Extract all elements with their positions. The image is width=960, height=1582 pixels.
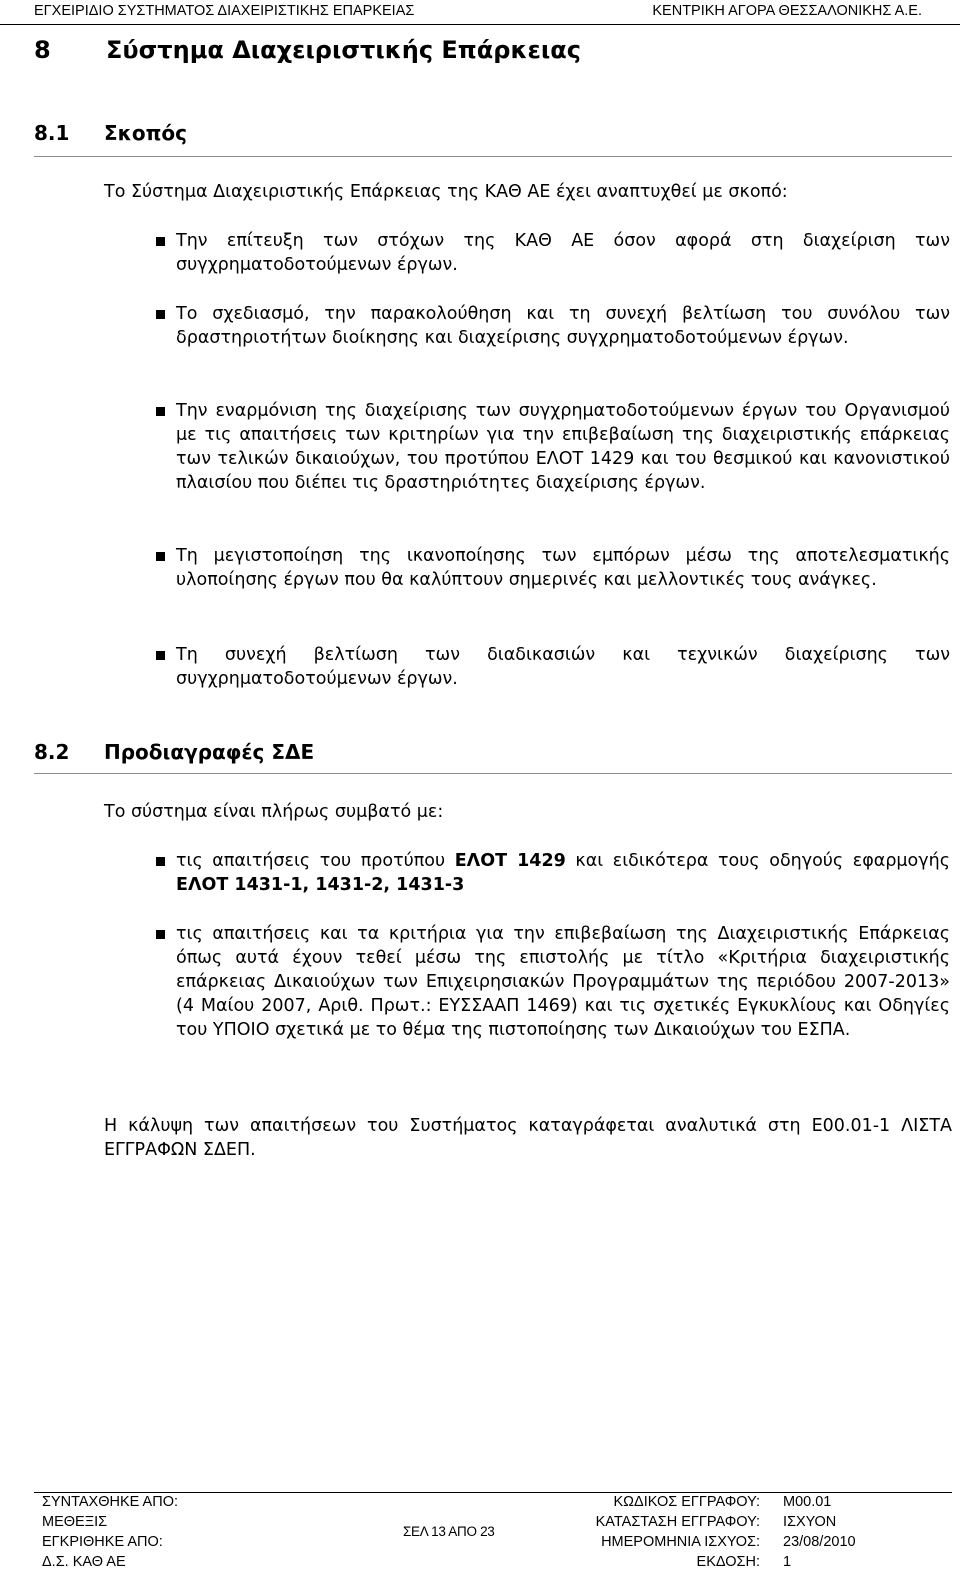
status-label: ΚΑΤΑΣΤΑΣΗ ΕΓΓΡΑΦΟΥ: xyxy=(595,1514,760,1530)
edition-label: ΕΚΔΟΣΗ: xyxy=(696,1554,760,1570)
chapter-heading xyxy=(34,36,581,64)
composed-value: ΜΕΘΕΞΙΣ xyxy=(42,1514,108,1530)
date-value: 23/08/2010 xyxy=(783,1534,856,1550)
specifications-bullet-2: τις απαιτήσεις και τα κριτήρια για την επιβεβαίωση της Διαχειριστικής Επάρκειας όπως αυτά έχουν τεθεί μέσω της επιστολής με τίτλο «Κριτήρια διαχειριστικής επάρκειας Δικαιούχων των Επιχειρησιακών Προγραμμάτων της περιόδου 2007-2013» (4 Μαίου 2007, Αριθ. Πρωτ.: ΕΥΣΣΑΑΠ 1469) και τις σχετικές Εγκυκλίους και Οδηγίες του ΥΠΟΙΟ σχετικά με το θέμα της πιστοποίησης των Δικαιούχων του ΕΣΠΑ. xyxy=(176,924,950,1040)
bullet-text: και ειδικότερα τους οδηγούς εφαρμογής xyxy=(565,851,950,871)
footer-left-block xyxy=(42,1492,178,1572)
composed-label: ΣΥΝΤΑΧΘΗΚΕ ΑΠΟ: xyxy=(42,1494,179,1510)
standard-elot-1429: ΕΛΟΤ 1429 xyxy=(454,851,566,871)
chapter-number: 8 xyxy=(34,36,51,64)
header-organization: ΚΕΝΤΡΙΚΗ ΑΓΟΡΑ ΘΕΣΣΑΛΟΝΙΚΗΣ Α.Ε. xyxy=(652,3,922,19)
specifications-bullet-1 xyxy=(176,849,950,897)
section-heading-specifications xyxy=(34,740,952,764)
section-number: 8.1 xyxy=(34,121,70,145)
section-heading-scope xyxy=(34,121,952,145)
approved-value: Δ.Σ. ΚΑΘ ΑΕ xyxy=(42,1554,126,1570)
scope-bullet-3: Την εναρμόνιση της διαχείρισης των συγχρηματοδοτούμενων έργων του Οργανισμού με τις απαιτήσεις των κριτηρίων για την επιβεβαίωση της διαχειριστικής επάρκειας των τελικών δικαιούχων, του προτύπου ΕΛΟΤ 1429 και του θεσμικού και κανονιστικού πλαισίου που διέπει τις δραστηριότητες διαχείρισης έργων. xyxy=(176,401,950,493)
section-number: 8.2 xyxy=(34,740,70,764)
code-value: Μ00.01 xyxy=(783,1494,832,1510)
bullet-square-icon xyxy=(156,237,165,246)
specifications-intro: Το σύστημα είναι πλήρως συμβατό με: xyxy=(104,802,444,822)
code-label: ΚΩΔΙΚΟΣ ΕΓΓΡΑΦΟΥ: xyxy=(613,1494,760,1510)
scope-intro: Το Σύστημα Διαχειριστικής Επάρκειας της ΚΑΘ ΑΕ έχει αναπτυχθεί με σκοπό: xyxy=(104,182,788,202)
closing-paragraph: Η κάλυψη των απαιτήσεων του Συστήματος καταγράφεται αναλυτικά στη Ε00.01-1 ΛΙΣΤΑ ΕΓΓΡΑΦΩΝ ΣΔΕΠ. xyxy=(104,1116,952,1160)
bullet-square-icon xyxy=(156,407,165,416)
scope-bullet-1: Την επίτευξη των στόχων της ΚΑΘ ΑΕ όσον αφορά στη διαχείριση των συγχρηματοδοτούμενων έργων. xyxy=(176,231,950,275)
footer-meta-labels xyxy=(500,1492,760,1572)
bullet-square-icon xyxy=(156,930,165,939)
header-document-title: ΕΓΧΕΙΡΙΔΙΟ ΣΥΣΤΗΜΑΤΟΣ ΔΙΑΧΕΙΡΙΣΤΙΚΗΣ ΕΠΑΡΚΕΙΑΣ xyxy=(34,3,415,19)
bullet-square-icon xyxy=(156,651,165,660)
section-divider xyxy=(34,773,952,774)
approved-label: ΕΓΚΡΙΘΗΚΕ ΑΠΟ: xyxy=(42,1534,163,1550)
footer-page-number: ΣΕΛ 13 ΑΠΟ 23 xyxy=(403,1524,495,1539)
section-divider xyxy=(34,156,952,157)
bullet-square-icon xyxy=(156,857,165,866)
chapter-title: Σύστημα Διαχειριστικής Επάρκειας xyxy=(106,36,581,64)
page-header xyxy=(0,0,960,25)
scope-bullet-4: Τη μεγιστοποίηση της ικανοποίησης των εμπόρων μέσω της αποτελεσματικής υλοποίησης έργων που θα καλύπτουν σημερινές και μελλοντικές τους ανάγκες. xyxy=(176,546,950,590)
section-title: Προδιαγραφές ΣΔΕ xyxy=(104,740,315,764)
footer-meta-values xyxy=(783,1492,856,1572)
section-title: Σκοπός xyxy=(104,121,188,145)
scope-bullet-5: Τη συνεχή βελτίωση των διαδικασιών και τεχνικών διαχείρισης των συγχρηματοδοτούμενων έργων. xyxy=(176,645,950,689)
edition-value: 1 xyxy=(783,1554,792,1570)
date-label: ΗΜΕΡΟΜΗΝΙΑ ΙΣΧΥΟΣ: xyxy=(601,1534,760,1550)
application-guides: ΕΛΟΤ 1431-1, 1431-2, 1431-3 xyxy=(176,875,465,895)
scope-bullet-2: Το σχεδιασμό, την παρακολούθηση και τη συνεχή βελτίωση του συνόλου των δραστηριοτήτων διοίκησης και διαχείρισης συγχρηματοδοτούμενων έργων. xyxy=(176,304,950,348)
status-value: ΙΣΧΥΟΝ xyxy=(783,1514,837,1530)
bullet-square-icon xyxy=(156,552,165,561)
bullet-square-icon xyxy=(156,310,165,319)
bullet-text: τις απαιτήσεις του προτύπου xyxy=(176,851,455,871)
